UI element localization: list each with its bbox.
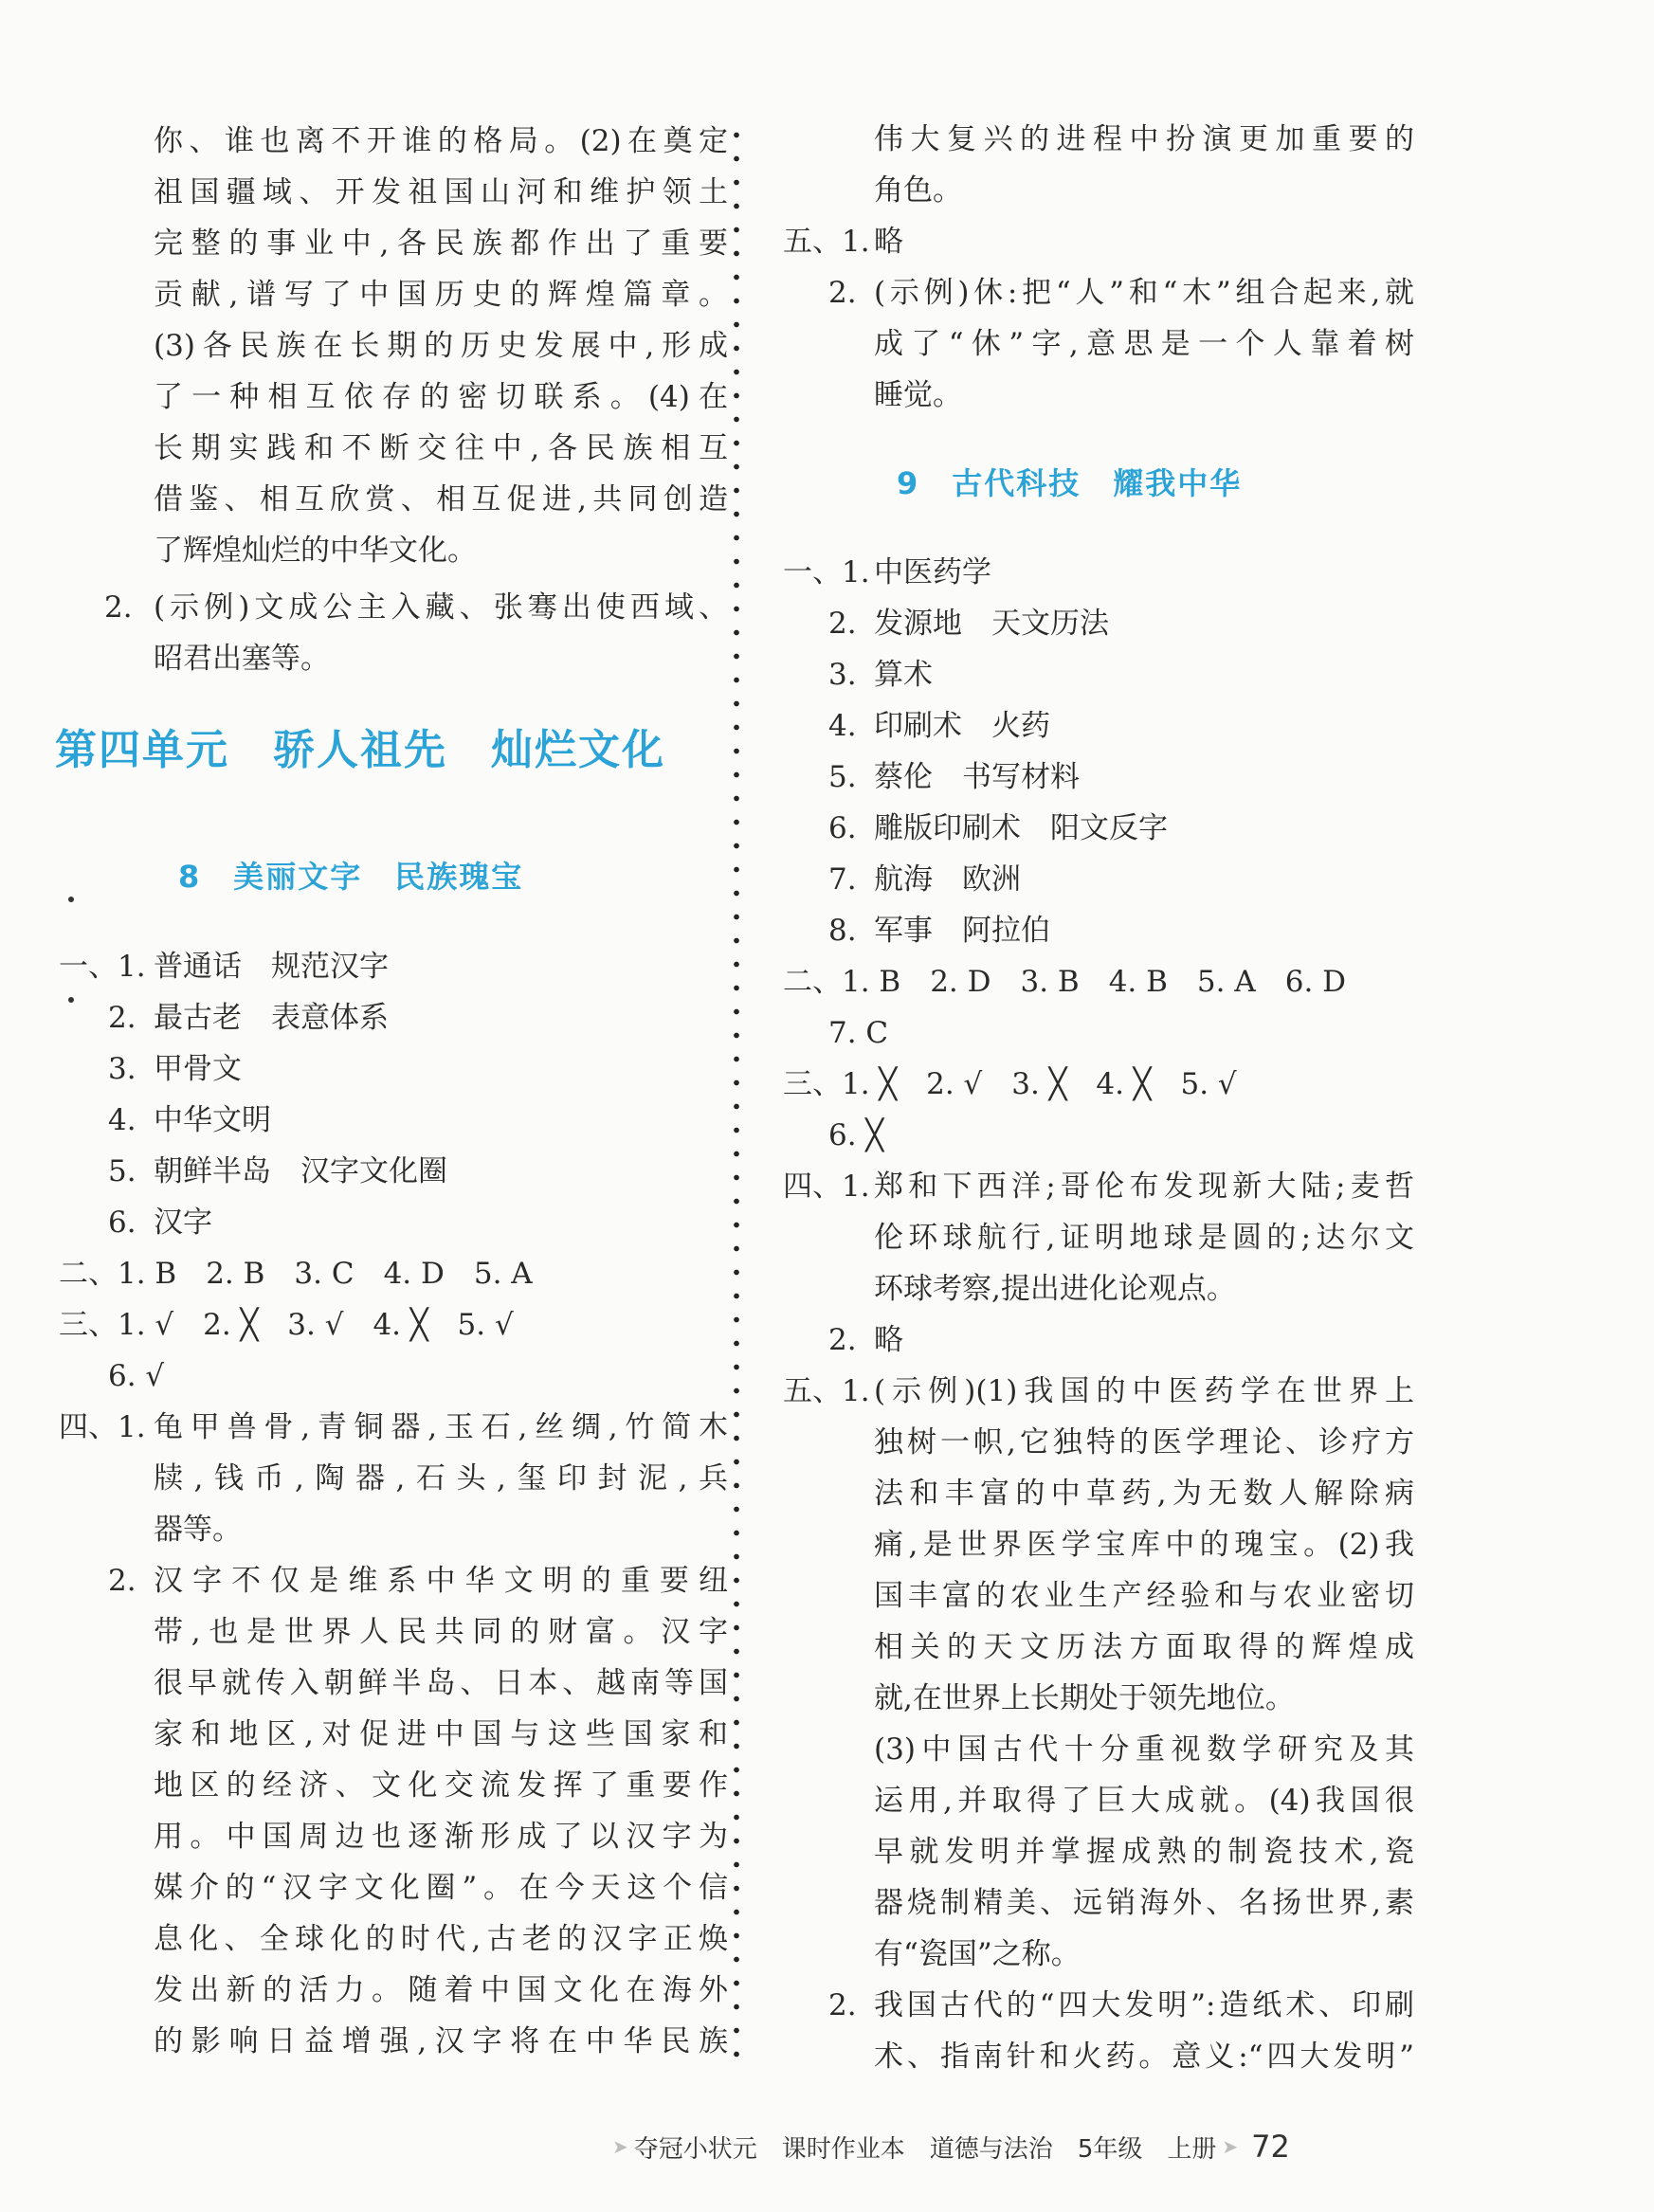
footer-book: 课时作业本 [781,2134,905,2164]
column-divider [733,123,740,2066]
text-line: 媒介的“汉字文化圈”。在今天这个信 [154,1871,728,1905]
page-number: 72 [1251,2129,1290,2165]
section-label: 一、1. [59,950,146,984]
text-line: 你、谁也离不开谁的格局。(2)在奠定 [154,124,728,158]
text-line: 国丰富的农业生产经验和与农业密切 [874,1579,1414,1613]
section-3-answers-cont: 6. ╳ [828,1118,884,1152]
text-line: 痛,是世界医学宝库中的瑰宝。(2)我 [874,1528,1414,1562]
text-line: (示例)休:把“人”和“木”组合起来,就 [874,276,1414,310]
text-line: (3)各民族在长期的历史发展中,形成 [154,329,728,363]
list-item: 中华文明 [154,1103,271,1137]
text-line: 的影响日益增强,汉字将在中华民族 [154,2024,728,2058]
text-line: 地区的经济、文化交流发挥了重要作 [154,1768,728,1803]
text-line: 角色。 [874,173,962,208]
text-line: 息化、全球化的时代,古老的汉字正焕 [154,1922,728,1956]
footer-grade: 5年级 [1077,2134,1143,2164]
section-2-answers: 二、1. B 2. B 3. C 4. D 5. A [59,1257,533,1291]
text-line: 贡献,谱写了中国历史的辉煌篇章。 [154,278,728,312]
text-line: 有“瓷国”之称。 [874,1937,1081,1971]
section-label: 四、1. [59,1410,146,1444]
text-line: (3)中国古代十分重视数学研究及其 [874,1732,1414,1767]
item-number: 2. [108,1564,136,1598]
list-item: 汉字 [154,1206,212,1240]
item-number: 5. [828,760,857,794]
section-label: 五、1. [783,1374,870,1408]
unit-title: 第四单元 骄人祖先 灿烂文化 [55,726,665,774]
section-label: 五、1. [783,225,870,259]
section-label: 四、1. [783,1169,870,1204]
item-number: 8. [828,914,857,948]
text-line: 运用,并取得了巨大成就。(4)我国很 [874,1784,1414,1818]
text-line: 长期实践和不断交往中,各民族相互 [154,431,728,465]
text-line: 昭君出塞等。 [154,642,330,676]
item-number: 3. [108,1052,136,1086]
list-item: 普通话 规范汉字 [154,950,389,984]
list-item: 雕版印刷术 阳文反字 [874,811,1168,845]
text-line: 用。中国周边也逐渐形成了以汉字为 [154,1820,728,1854]
text-line: 相关的天文历法方面取得的辉煌成 [874,1630,1414,1664]
text-line: 术、指南针和火药。意义:“四大发明” [874,2040,1414,2074]
section-3-answers: 三、1. √ 2. ╳ 3. √ 4. ╳ 5. √ [59,1308,514,1342]
list-item: 甲骨文 [154,1052,242,1086]
text-line: 伦环球航行,证明地球是圆的;达尔文 [874,1221,1414,1255]
list-item: 航海 欧洲 [874,862,1021,897]
item-number: 4. [108,1103,136,1137]
list-item: 军事 阿拉伯 [874,914,1050,948]
text-line: 很早就传入朝鲜半岛、日本、越南等国 [154,1666,728,1700]
text-line: 借鉴、相互欣赏、相互促进,共同创造 [154,482,728,517]
text-line: 牍,钱币,陶器,石头,玺印封泥,兵 [154,1461,728,1496]
item-number: 2. [108,1001,136,1035]
list-item: 发源地 天文历法 [874,607,1109,641]
list-item: 中医药学 [874,555,991,589]
text-line: 了一种相互依存的密切联系。(4)在 [154,380,728,414]
text-line: 睡觉。 [874,378,962,412]
text-line: 郑和下西洋;哥伦布发现新大陆;麦哲 [874,1169,1414,1204]
item-number: 2. [828,1323,857,1357]
text-line: 汉字不仅是维系中华文明的重要纽 [154,1564,728,1598]
text-line: (示例)(1)我国的中医药学在世界上 [874,1374,1414,1408]
text-line: 发出新的活力。随着中国文化在海外 [154,1973,728,2007]
page-footer [607,2123,1290,2170]
lesson-title: 9 古代科技 耀我中华 [897,465,1243,501]
item-number: 2. [828,607,857,641]
text-line: 带,也是世界人民共同的财富。汉字 [154,1615,728,1649]
text-line: 就,在世界上长期处于领先地位。 [874,1681,1295,1715]
text-line: 器烧制精美、远销海外、名扬世界,素 [874,1886,1414,1920]
text-line: 环球考察,提出进化论观点。 [874,1272,1236,1306]
list-item: 最古老 表意体系 [154,1001,389,1035]
item-number: 2. [104,590,133,625]
list-item: 略 [874,1323,903,1357]
section-label: 一、1. [783,555,870,589]
list-item: 略 [874,225,903,259]
text-line: 家和地区,对促进中国与这些国家和 [154,1717,728,1751]
arrow-icon: ➤ [1222,2135,1239,2158]
text-line: 我国古代的“四大发明”:造纸术、印刷 [874,1988,1414,2022]
text-line: 伟大复兴的进程中扮演更加重要的 [874,122,1414,156]
text-line: 了辉煌灿烂的中华文化。 [154,534,477,568]
text-line: 法和丰富的中草药,为无数人解除病 [874,1477,1414,1511]
text-line: (示例)文成公主入藏、张骞出使西域、 [154,590,728,625]
footer-volume: 上册 [1167,2134,1217,2164]
item-number: 5. [108,1154,136,1188]
item-number: 7. [828,862,857,897]
section-2-answers: 二、1. B 2. D 3. B 4. B 5. A 6. D [783,965,1347,999]
item-number: 3. [828,658,857,692]
list-item: 朝鲜半岛 汉字文化圈 [154,1154,447,1188]
item-number: 2. [828,1988,857,2022]
text-line: 祖国疆域、开发祖国山河和维护领土 [154,175,728,209]
text-line: 器等。 [154,1513,242,1547]
text-line: 完整的事业中,各民族都作出了重要 [154,227,728,261]
text-line: 龟甲兽骨,青铜器,玉石,丝绸,竹简木 [154,1410,728,1444]
text-line: 成了“休”字,意思是一个人靠着树 [874,327,1414,361]
list-item: 蔡伦 书写材料 [874,760,1080,794]
item-number: 4. [828,709,857,743]
section-3-answers: 三、1. ╳ 2. √ 3. ╳ 4. ╳ 5. √ [783,1067,1237,1101]
list-item: 算术 [874,658,933,692]
section-2-answers-cont: 7. C [828,1016,889,1050]
section-3-answers-cont: 6. √ [108,1359,165,1393]
item-number: 2. [828,276,857,310]
bullet-dot [68,897,74,902]
footer-subject: 道德与法治 [929,2134,1053,2164]
text-line: 早就发明并掌握成熟的制瓷技术,瓷 [874,1835,1414,1869]
list-item: 印刷术 火药 [874,709,1050,743]
bullet-dot [68,997,74,1003]
item-number: 6. [108,1206,136,1240]
lesson-title: 8 美丽文字 民族瑰宝 [178,859,524,895]
text-line: 独树一帜,它独特的医学理论、诊疗方 [874,1425,1414,1460]
arrow-icon: ➤ [612,2135,628,2158]
item-number: 6. [828,811,857,845]
footer-brand: 夺冠小状元 [633,2134,757,2164]
